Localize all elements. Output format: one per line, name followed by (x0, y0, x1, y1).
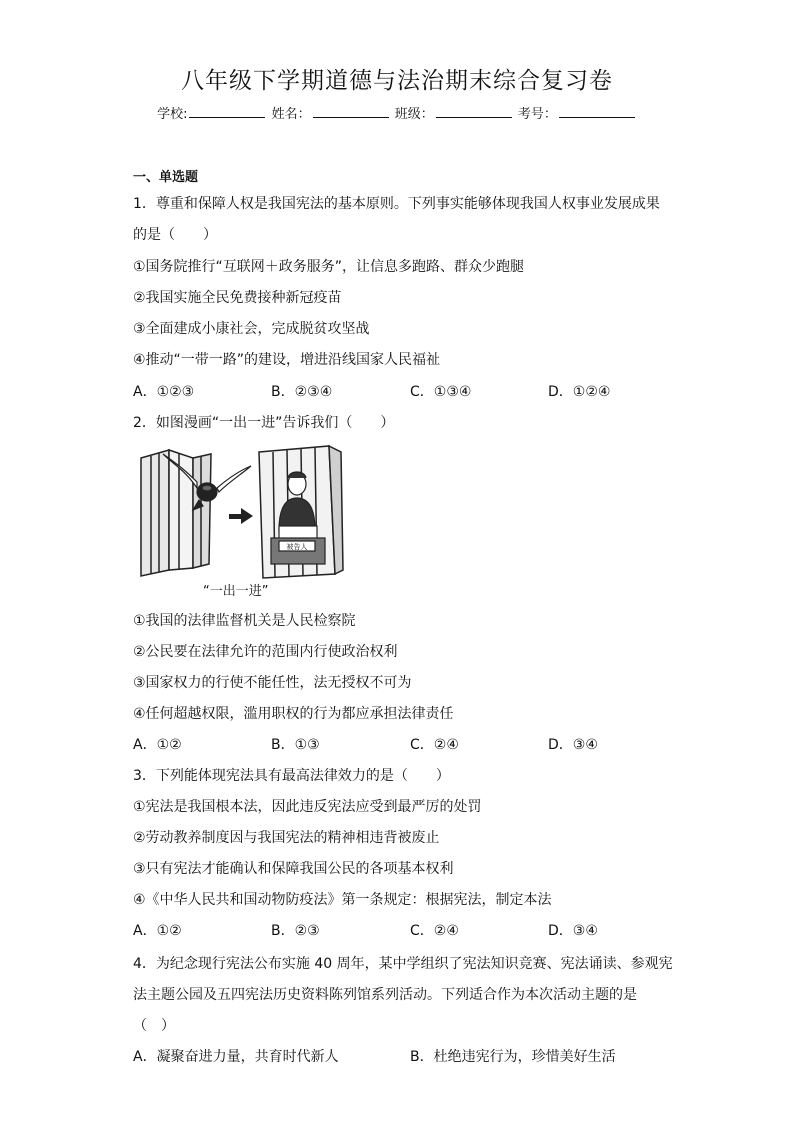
q1-statement-4: ④推动“一带一路”的建设，增进沿线国家人民福祉 (133, 352, 441, 368)
q3-stem-line1: 3．下列能体现宪法具有最高法律效力的是（ ） (133, 768, 450, 784)
exam-no-blank (559, 105, 635, 118)
q4-option-a[interactable]: A．凝聚奋进力量，共育时代新人 (133, 1049, 339, 1065)
q2-option-b[interactable]: B．①③ (271, 737, 320, 753)
q4-stem-line3: （ ） (133, 1018, 175, 1034)
q3-option-b[interactable]: B．②③ (271, 923, 320, 939)
name-blank (313, 105, 389, 118)
q1-statement-1: ①国务院推行“互联网＋政务服务”，让信息多跑路、群众少跑腿 (133, 259, 525, 275)
q2-statement-1: ①我国的法律监督机关是人民检察院 (133, 613, 356, 629)
q1-stem-line1: 1．尊重和保障人权是我国宪法的基本原则。下列事实能够体现我国人权事业发展成果 (133, 196, 660, 212)
name-label: 姓名： (271, 107, 311, 122)
q2-option-a[interactable]: A．①② (133, 737, 182, 753)
q2-stem-line1: 2．如图漫画“一出一进”告诉我们（ ） (133, 415, 395, 431)
q4-stem-line1: 4．为纪念现行宪法公布实施 40 周年，某中学组织了宪法知识竞赛、宪法诵读、参观宪 (133, 956, 673, 972)
q1-option-b[interactable]: B．②③④ (271, 384, 333, 400)
student-info-line (0, 103, 794, 122)
page-title: 八年级下学期道德与法治期末综合复习卷 (181, 68, 613, 94)
q3-statement-4: ④《中华人民共和国动物防疫法》第一条规定：根据宪法，制定本法 (133, 892, 552, 908)
q1-stem-line2: 的是（ ） (133, 227, 217, 243)
cartoon-caption: “一出一进” (203, 584, 269, 599)
q3-option-a[interactable]: A．①② (133, 923, 182, 939)
defendant-sign-text: 被告人 (286, 543, 308, 551)
q3-statement-3: ③只有宪法才能确认和保障我国公民的各项基本权利 (133, 861, 454, 877)
q2-statement-2: ②公民要在法律允许的范围内行使政治权利 (133, 644, 398, 660)
section-title: 一、单选题 (133, 170, 199, 185)
q1-statement-3: ③全面建成小康社会，完成脱贫攻坚战 (133, 321, 370, 337)
q3-option-d[interactable]: D．③④ (548, 923, 598, 939)
school-blank (189, 105, 265, 118)
q2-statement-3: ③国家权力的行使不能任性，法无授权不可为 (133, 675, 412, 691)
q2-option-d[interactable]: D．③④ (548, 737, 598, 753)
cartoon-image (133, 440, 348, 580)
q4-option-b[interactable]: B．杜绝违宪行为，珍惜美好生活 (410, 1049, 616, 1065)
q1-option-c[interactable]: C．①③④ (410, 384, 472, 400)
q3-option-c[interactable]: C．②④ (410, 923, 459, 939)
q2-statement-4: ④任何超越权限，滥用职权的行为都应承担法律责任 (133, 706, 454, 722)
class-blank (436, 105, 512, 118)
exam-no-label: 考号： (517, 107, 557, 122)
q4-stem-line2: 法主题公园及五四宪法历史资料陈列馆系列活动。下列适合作为本次活动主题的是 (133, 987, 637, 1003)
q2-option-c[interactable]: C．②④ (410, 737, 459, 753)
q1-option-a[interactable]: A．①②③ (133, 384, 195, 400)
q3-statement-2: ②劳动教养制度因与我国宪法的精神相违背被废止 (133, 830, 440, 846)
q3-statement-1: ①宪法是我国根本法，因此违反宪法应受到最严厉的处罚 (133, 799, 482, 815)
q1-option-d[interactable]: D．①②④ (548, 384, 611, 400)
class-label: 班级： (394, 107, 434, 122)
q1-statement-2: ②我国实施全民免费接种新冠疫苗 (133, 290, 342, 306)
school-label: 学校: (157, 107, 188, 122)
